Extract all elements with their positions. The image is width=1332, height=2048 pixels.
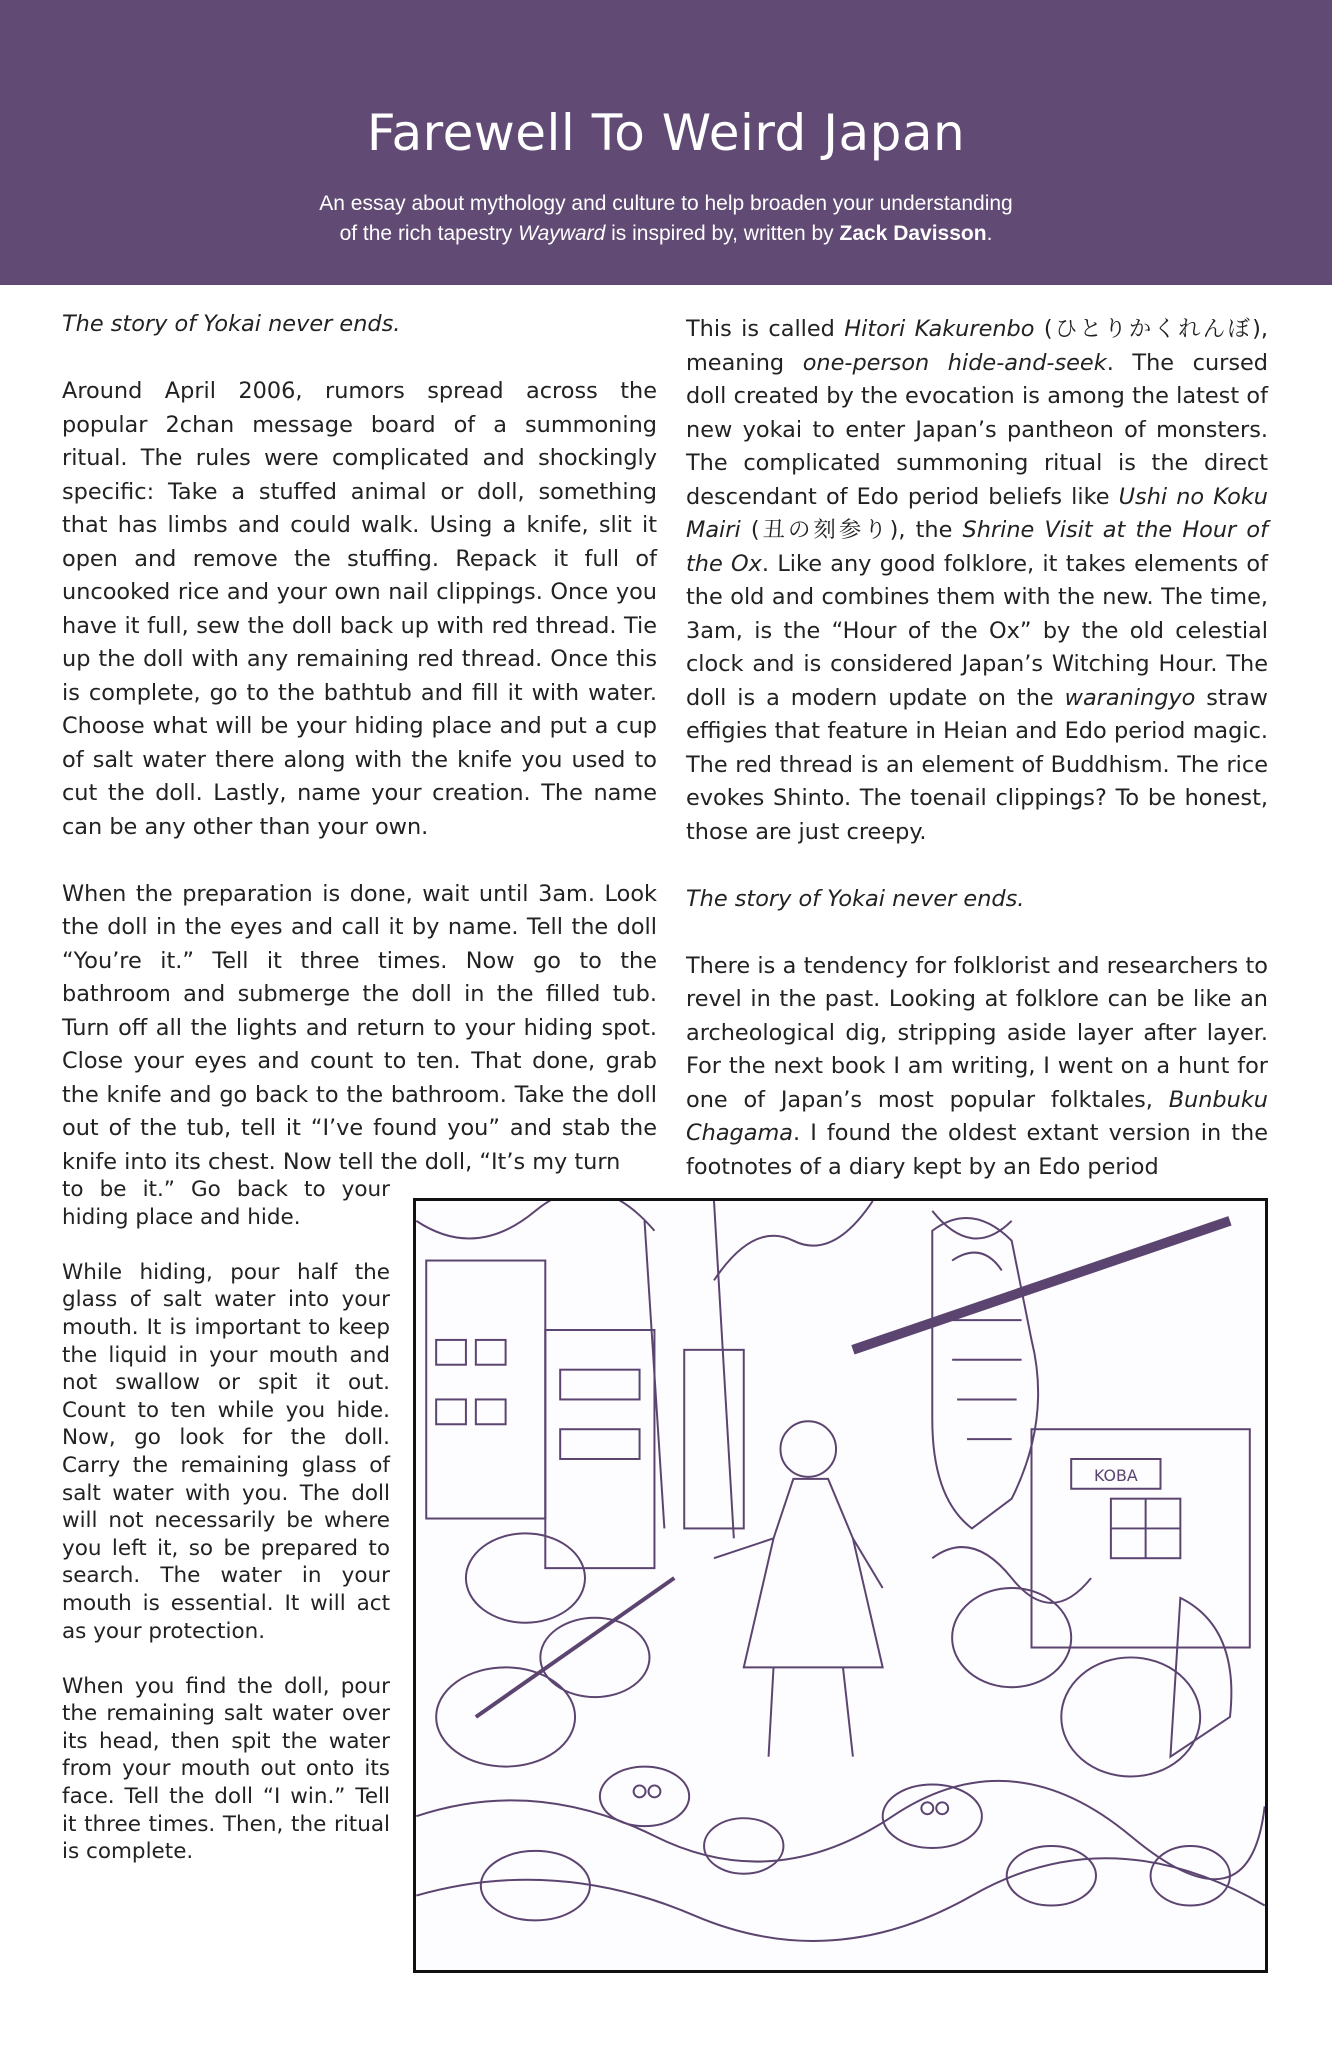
subtitle-text: is inspired by, written by <box>605 222 840 245</box>
paragraph-ritual-preparation: Around April 2006, rumors spread across the popular 2chan message board of a summoning ritual. The rules were complicated and shockingly specific: Take a stuffed animal or doll, something that has limbs and could walk. Using a knife, slit it open and remove the stuffing. Repack it full of uncooked rice and your own nail clippings. Once you have it full, sew the doll back up with red thread. Tie up the doll with any remaining red thread. Once this is complete, go to the bathtub and fill it with water. Choose what will be your hiding place and put a cup of salt water there along with the knife you used to cut the doll. Lastly, name your creation. The name can be any other than your own. <box>62 378 657 840</box>
club <box>853 1221 1230 1350</box>
paragraph-ritual-start: When the preparation is done, wait until 3am. Look the doll in the eyes and call it by name. Tell the doll “You’re it.” Tell it three times. Now go to the bathroom and submerge the doll in the filled tub. Turn off all the lights and return to your hiding spot. Close your eyes and count to ten. That done, grab the knife and go back to the bathroom. Take the doll out of the tub, tell it “I’ve found you” and stab the knife into its chest. Now tell the doll, “It’s my turn <box>62 880 657 1175</box>
shop-sign-text: KOBA <box>1093 1465 1138 1485</box>
building-mid <box>545 1330 654 1568</box>
building-left <box>426 1261 545 1519</box>
paragraph-folklore-research: There is a tendency for folklorist and researchers to revel in the past. Looking at folklore can be like an archeological dig, stripping aside layer after layer. For the next book I am writing, I went on a hunt for one of Japan’s most popular folktales, Bunbuku Chagama. I found the oldest extant version in the footnotes of a diary kept by an Edo period <box>686 952 1268 1180</box>
girl-dress <box>744 1479 883 1668</box>
subtitle-series-name: Wayward <box>518 222 606 245</box>
samurai-figure <box>932 1218 1038 1528</box>
right-column <box>686 313 1268 1184</box>
paragraph-hitori-kakurenbo: This is called Hitori Kakurenbo (ひとりかくれんぼ), meaning one-person hide-and-seek. The cursed doll created by the evocation is among the latest of new yokai to enter Japan’s pantheon of monsters. The complicated summoning ritual is the direct descendant of Edo period beliefs like Ushi no Koku Mairi (丑の刻参り), the Shrine Visit at the Hour of the Ox. Like any good folklore, it takes elements of the old and combines them with the new. The time, 3am, is the “Hour of the Ox” by the old celestial clock and is considered Japan’s Witching Hour. The doll is a modern update on the waraningyo straw effigies that feature in Heian and Edo period magic. The red thread is an element of Buddhism. The rice evokes Shinto. The toenail clippings? To be honest, those are just creepy. <box>686 316 1268 845</box>
illustration-line-art <box>416 1201 1265 1970</box>
section-lead: The story of Yokai never ends. <box>62 311 401 337</box>
beast-left <box>466 1533 585 1622</box>
paragraph-ritual-search: While hiding, pour half the glass of salt water into your mouth. It is important to keep the liquid in your mouth and not swallow or spit it out. Count to ten while you hide. Now, go look for the doll. Carry the remaining glass of salt water with you. The doll will not necessarily be where you left it, so be prepared to search. The water in your mouth is essential. It will act as your protection. <box>62 1259 390 1644</box>
page-header <box>0 0 1332 285</box>
yokai-parade-illustration <box>413 1198 1268 1973</box>
page-title: Farewell To Weird Japan <box>366 104 966 162</box>
section-lead: The story of Yokai never ends. <box>686 885 1025 912</box>
girl-head <box>780 1421 836 1477</box>
left-column-top <box>62 308 657 1179</box>
subtitle-text: of the rich tapestry <box>339 222 519 245</box>
paragraph-ritual-end: When you find the doll, pour the remaining salt water over its head, then spit the water from your mouth out onto its face. Tell the doll “I win.” Tell it three times. Then, the ritual is complete. <box>62 1673 390 1865</box>
subtitle-line-1: An essay about mythology and culture to help broaden your understanding <box>319 192 1013 215</box>
page-subtitle <box>0 189 1332 249</box>
subtitle-text: . <box>986 222 993 245</box>
subtitle-line-2 <box>0 219 1332 249</box>
author-name: Zack Davisson <box>839 222 987 245</box>
paragraph-ritual-hide: to be it.” Go back to your hiding place and hide. <box>62 1177 390 1230</box>
left-column-wrap <box>62 1176 390 1866</box>
